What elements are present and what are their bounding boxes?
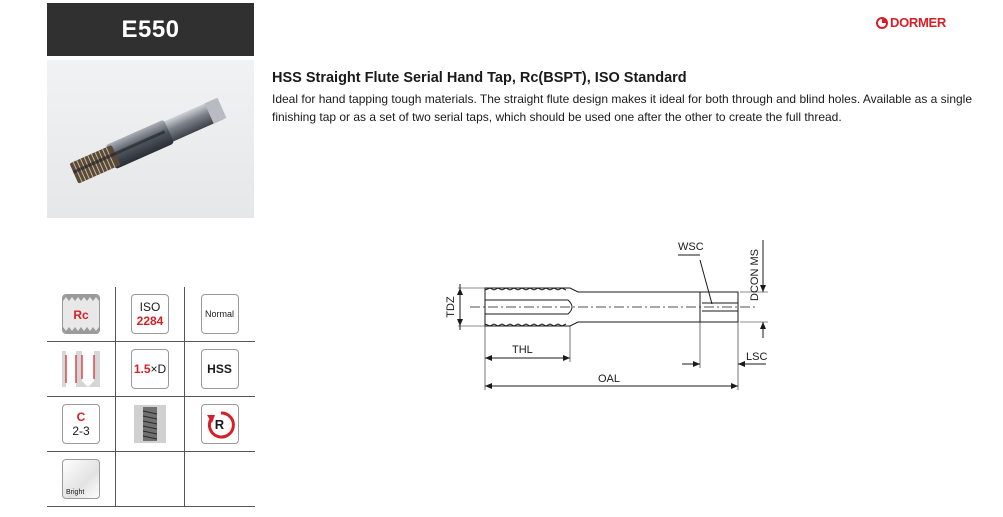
product-code-banner bbox=[47, 3, 254, 56]
iso-number: 2284 bbox=[136, 314, 164, 328]
property-row-3 bbox=[47, 397, 255, 452]
depth-suffix: ×D bbox=[150, 362, 167, 376]
material-badge bbox=[201, 349, 239, 389]
dormer-swirl-icon bbox=[876, 17, 888, 29]
dcon-label: DCON MS bbox=[749, 249, 761, 301]
thread-profile-icon bbox=[63, 295, 100, 305]
through-blind-hole-icon bbox=[62, 349, 100, 389]
property-grid bbox=[47, 287, 255, 507]
property-standard bbox=[116, 287, 185, 341]
tap-photo-illustration bbox=[47, 60, 254, 218]
chamfer-label: C bbox=[76, 409, 86, 424]
depth-value: 1.5 bbox=[133, 362, 151, 376]
property-depth bbox=[116, 342, 185, 396]
straight-flute-icon bbox=[131, 403, 169, 445]
property-row-4 bbox=[47, 452, 255, 507]
property-material bbox=[185, 342, 254, 396]
finish-badge bbox=[62, 459, 100, 499]
property-finish bbox=[47, 452, 116, 506]
property-empty-2 bbox=[185, 452, 254, 506]
brand-logo bbox=[876, 15, 946, 30]
product-code: E550 bbox=[121, 15, 180, 43]
tdz-label: TDZ bbox=[445, 296, 457, 318]
depth-ratio bbox=[134, 362, 166, 376]
property-flute bbox=[116, 397, 185, 451]
property-thread-type bbox=[47, 287, 116, 341]
depth-badge bbox=[131, 349, 169, 389]
lsc-label: LSC bbox=[746, 351, 768, 363]
technical-drawing bbox=[430, 200, 790, 400]
property-hole-type bbox=[47, 342, 116, 396]
wsc-label: WSC bbox=[678, 241, 704, 253]
property-tolerance bbox=[185, 287, 254, 341]
product-title: HSS Straight Flute Serial Hand Tap, Rc(BSPT), ISO Standard bbox=[272, 70, 687, 86]
thread-type-label: Rc bbox=[73, 308, 89, 322]
brand-name: DORMER bbox=[890, 15, 946, 30]
chamfer-badge bbox=[62, 404, 100, 444]
property-rotation bbox=[185, 397, 254, 451]
property-chamfer bbox=[47, 397, 116, 451]
material-label: HSS bbox=[207, 362, 232, 376]
thread-profile-bottom-icon bbox=[63, 323, 100, 333]
product-photo bbox=[47, 60, 254, 218]
thl-label: THL bbox=[512, 344, 533, 356]
iso-badge bbox=[131, 294, 169, 334]
tolerance-badge bbox=[201, 294, 239, 334]
thread-type-badge bbox=[62, 294, 100, 334]
iso-label: ISO bbox=[139, 300, 161, 314]
rotation-badge bbox=[201, 404, 239, 444]
property-empty-1 bbox=[116, 452, 185, 506]
tolerance-label: Normal bbox=[204, 309, 234, 319]
property-row-2 bbox=[47, 342, 255, 397]
finish-label: Bright bbox=[66, 489, 85, 496]
chamfer-value: 2-3 bbox=[72, 423, 90, 438]
oal-label: OAL bbox=[598, 373, 621, 385]
rotation-label: R bbox=[214, 416, 225, 432]
product-description: Ideal for hand tapping tough materials. The straight flute design makes it ideal for both through and blind holes. Available as a single finishing tap or as a set of two serial taps, which should be used one after the other to create the full thread. bbox=[272, 92, 973, 124]
property-row-1 bbox=[47, 287, 255, 342]
